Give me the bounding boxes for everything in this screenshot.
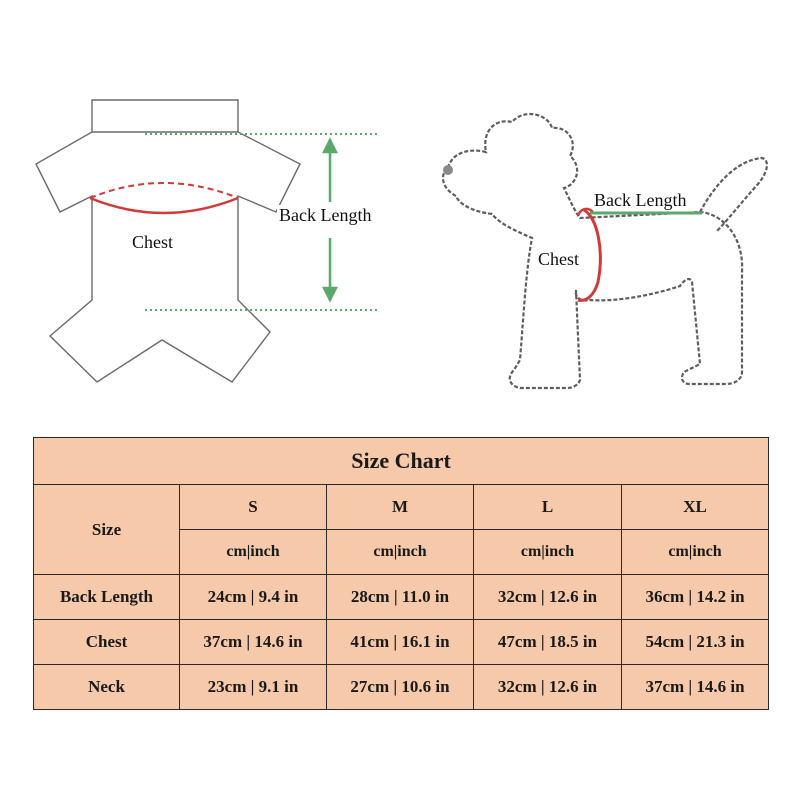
table-cell: 37cm | 14.6 in [180,620,327,665]
dog-chest-label: Chest [538,249,580,269]
unit-label: cm|inch [474,530,622,575]
table-cell: 41cm | 16.1 in [327,620,474,665]
size-header-row [34,485,769,530]
unit-label: cm|inch [327,530,474,575]
dog-outline [443,114,742,388]
table-cell: 28cm | 11.0 in [327,575,474,620]
dog-nose [443,165,453,175]
table-row-back-length [34,575,769,620]
size-chart-title: Size Chart [34,438,769,485]
row-label: Back Length [34,575,180,620]
table-row-chest [34,620,769,665]
table-cell: 24cm | 9.4 in [180,575,327,620]
table-cell: 32cm | 12.6 in [474,665,622,710]
shirt-chest-label: Chest [132,232,174,252]
size-xl-header: XL [622,485,769,530]
table-cell: 27cm | 10.6 in [327,665,474,710]
table-cell: 47cm | 18.5 in [474,620,622,665]
table-cell: 36cm | 14.2 in [622,575,769,620]
size-header: Size [34,485,180,575]
unit-label: cm|inch [622,530,769,575]
size-l-header: L [474,485,622,530]
shirt-back-length-label: Back Length [279,205,372,225]
table-cell: 32cm | 12.6 in [474,575,622,620]
dog-tail [700,158,767,232]
size-chart-title-row [34,438,769,485]
shirt-chest-line-back [90,183,238,198]
shirt-chest-line-front [90,198,238,213]
unit-label: cm|inch [180,530,327,575]
size-chart-table [33,437,769,710]
dog-chest-band [578,210,600,300]
size-s-header: S [180,485,327,530]
table-cell: 37cm | 14.6 in [622,665,769,710]
table-row-neck [34,665,769,710]
table-cell: 54cm | 21.3 in [622,620,769,665]
row-label: Neck [34,665,180,710]
table-cell: 23cm | 9.1 in [180,665,327,710]
size-m-header: M [327,485,474,530]
dog-back-length-label: Back Length [594,190,687,210]
row-label: Chest [34,620,180,665]
